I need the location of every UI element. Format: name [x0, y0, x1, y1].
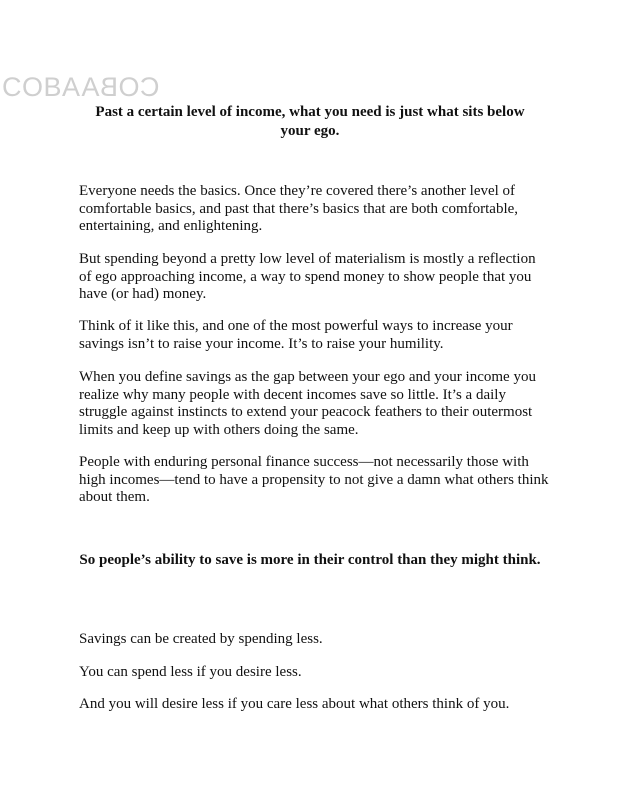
paragraph-materialism: But spending beyond a pretty low level of materialism is mostly a reflection of ego approaching income, a way to spend money to show people that you have (or had) money. — [79, 251, 536, 302]
heading-ego: Past a certain level of income, what you need is just what sits below your ego. — [95, 104, 525, 139]
watermark-logo — [2, 74, 159, 101]
watermark-text: COBA — [2, 72, 81, 102]
paragraph-basics: Everyone needs the basics. Once they’re covered there’s another level of comfortable basics, and past that there’s basics that are both comfortable, entertaining, and enlightening. — [79, 183, 519, 234]
paragraph-savings-gap: When you define savings as the gap between your ego and your income you realize why many people with decent incomes save so little. It’s a daily struggle against instincts to extend your peacock feathers to their outermost limits and keep up with others doing the same. — [79, 369, 536, 438]
watermark-text-mirrored: COBA — [80, 72, 160, 102]
paragraph-spend-less: Savings can be created by spending less. — [79, 631, 323, 647]
paragraph-care-less: And you will desire less if you care less about what others think of you. — [79, 696, 510, 712]
paragraph-humility: Think of it like this, and one of the most powerful ways to increase your savings isn’t to raise your income. It’s to raise your humility. — [79, 318, 513, 352]
heading-ability-to-save: So people’s ability to save is more in their control than they might think. — [79, 552, 541, 568]
paragraph-finance-success: People with enduring personal finance success—not necessarily those with high incomes—tend to have a propensity to not give a damn what others think about them. — [79, 454, 549, 505]
paragraph-desire-less: You can spend less if you desire less. — [79, 664, 302, 680]
